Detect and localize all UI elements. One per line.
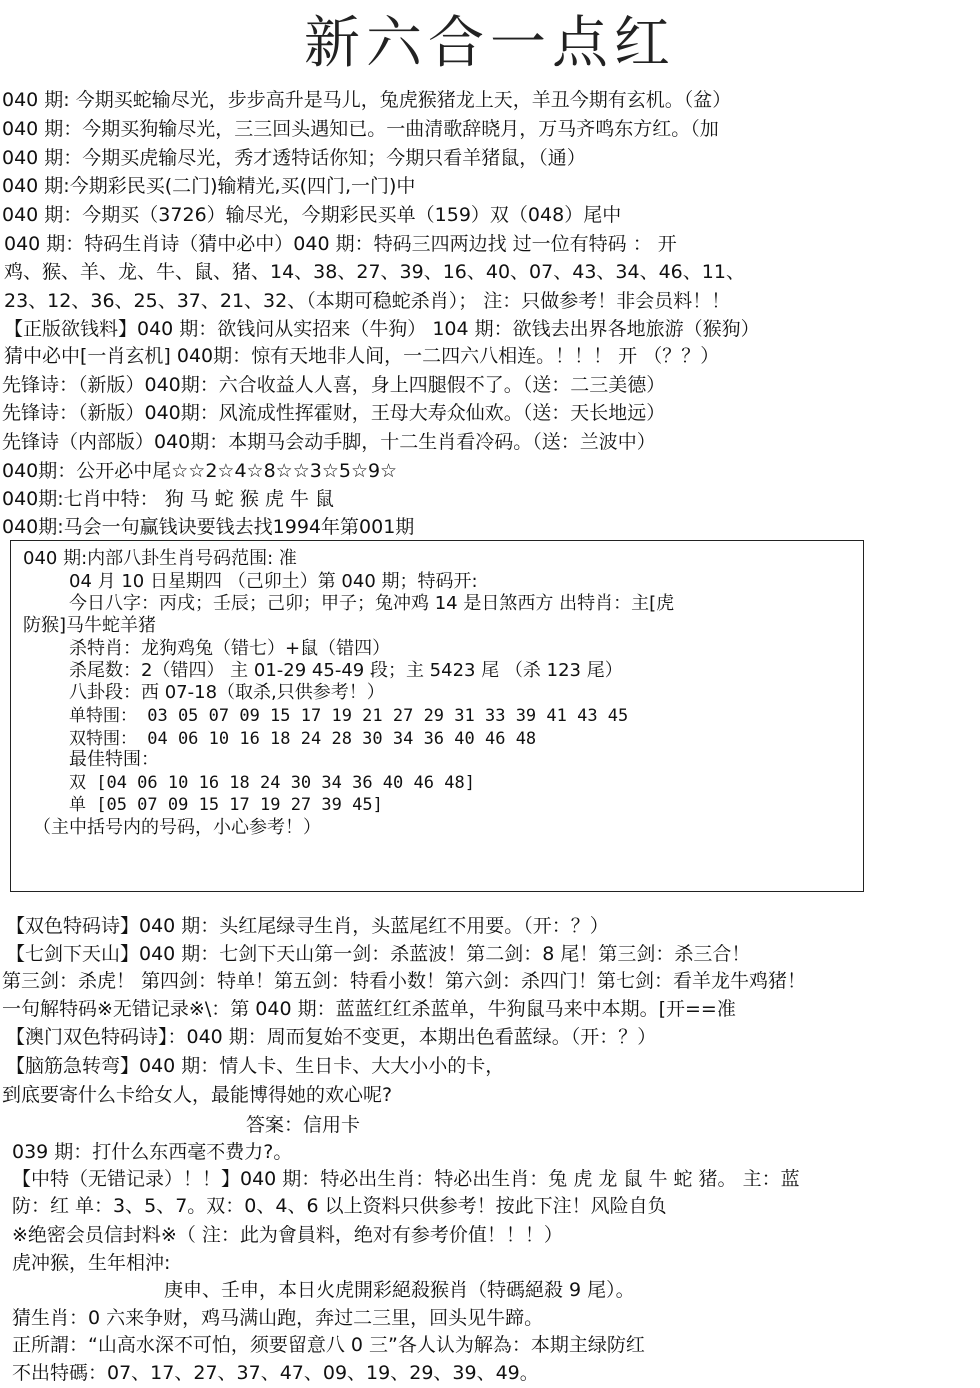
box-note: （主中括号内的号码，小心参考！） xyxy=(33,817,321,838)
box-line: 今日八字：丙戌；壬辰；己卯；甲子；兔冲鸡 14 是日煞西方 出特肖：主[虎 xyxy=(69,593,675,614)
best-single-line: 单 [05 07 09 15 17 19 27 39 45] xyxy=(69,795,383,815)
text-line: 鸡、猴、羊、龙、牛、鼠、猪、14、38、27、39、16、40、07、43、34、46、11、 xyxy=(4,261,745,283)
text-line: ※绝密会员信封料※（ 注：此为會員料，绝对有参考价值！！！） xyxy=(12,1224,563,1246)
answer-line: 答案：信用卡 xyxy=(246,1114,361,1136)
text-line: 23、12、36、25、37、21、32、（本期可稳蛇杀肖）； 注：只做参考！非会员料！！ xyxy=(4,290,731,312)
text-line: 040 期：今期买（3726）输尽光，今期彩民买单（159）双（048）尾中 xyxy=(2,204,622,226)
box-line: 防猴]马牛蛇羊猪 xyxy=(23,615,157,636)
box-line: 04 月 10 日星期四 （己卯土）第 040 期；特码开: xyxy=(69,571,478,592)
single-numbers-line: 单特围： 03 05 07 09 15 17 19 21 27 29 31 33 39 41 43 45 xyxy=(69,706,629,726)
text-line: 039 期：打什么东西毫不费力?。 xyxy=(12,1141,293,1163)
text-line: 猜生肖：0 六来争财，鸡马满山跑，奔过二三里，回头见牛蹄。 xyxy=(12,1307,544,1329)
text-line: 040期:七肖中特： 狗 马 蛇 猴 虎 牛 鼠 xyxy=(2,488,334,510)
box-line: 八卦段：西 07-18（取杀,只供参考！） xyxy=(69,682,385,703)
text-line: 【双色特码诗】040 期：头红尾绿寻生肖，头蓝尾红不用要。（开：？） xyxy=(6,915,609,937)
best-double-line: 双 [04 06 10 16 18 24 30 34 36 40 46 48] xyxy=(69,773,475,793)
text-line: 先锋诗（内部版）040期：本期马会动手脚，十二生肖看冷码。（送：兰波中） xyxy=(2,431,656,453)
double-numbers-line: 双特围： 04 06 10 16 18 24 28 30 34 36 40 46 48 xyxy=(69,729,537,749)
text-line: 到底要寄什么卡给女人，最能博得她的欢心呢? xyxy=(2,1084,393,1106)
text-line: 先锋诗：（新版）040期：风流成性挥霍财，王母大寿众仙欢。（送：天长地远） xyxy=(2,402,666,424)
text-line: 040期：公开必中尾☆☆2☆4☆8☆☆3☆5☆9☆ xyxy=(2,460,398,482)
text-line: 【七剑下天山】040 期：七剑下天山第一剑：杀蓝波！第二剑：8 尾！第三剑：杀三合！ xyxy=(6,943,751,965)
text-line: 【中特（无错记录）！！】040 期：特必出生肖：特必出生肖：兔 虎 龙 鼠 牛 蛇 猪。 主：蓝 xyxy=(12,1168,800,1190)
text-line: 【正版欲钱料】040 期：欲钱问从实招来（牛狗） 104 期：欲钱去出界各地旅游（猴狗） xyxy=(4,318,760,340)
text-line: 040 期：特码生肖诗（猜中必中）040 期：特码三四两边找 过一位有特码 ： 开 xyxy=(4,233,677,255)
bagua-info-box xyxy=(10,540,864,892)
text-line: 040 期:今期彩民买(二门)输精光,买(四门,一门)中 xyxy=(2,175,416,197)
text-line: 防：红 单：3、5、7。双：0、4、6 以上资料只供参考！按此下注！风险自负 xyxy=(12,1195,667,1217)
box-line: 040 期:内部八卦生肖号码范围: 准 xyxy=(23,548,297,569)
box-line: 最佳特围： xyxy=(69,749,159,770)
text-line: 不出特碼：07、17、27、37、47、09、19、29、39、49。 xyxy=(12,1362,539,1384)
text-line: 猜中必中[一肖玄机] 040期：惊有天地非人间，一二四六八相连。！！！ 开 （？？） xyxy=(4,345,720,367)
text-line: 040 期: 今期买蛇输尽光，步步高升是马儿，兔虎猴猪龙上天，羊丑今期有玄机。（盆） xyxy=(2,89,732,111)
text-line: 先锋诗：（新版）040期：六合收益人人喜，身上四腿假不了。（送：二三美德） xyxy=(2,374,666,396)
text-line: 虎冲猴，生年相沖: xyxy=(12,1252,171,1274)
text-line: 040 期：今期买虎输尽光，秀才透特话你知；今期只看羊猪鼠，（通） xyxy=(2,147,586,169)
text-line: 第三剑：杀虎！ 第四剑：特单！第五剑：特看小数！第六剑：杀四门！第七剑：看羊龙牛鸡猪！ xyxy=(2,970,807,992)
text-line: 040 期：今期买狗输尽光，三三回头遇知已。一曲清歌辞晓月，万马齐鸣东方红。（加 xyxy=(2,118,719,140)
text-line: 一句解特码※无错记录※\：第 040 期：蓝蓝红红杀蓝单，牛狗鼠马来中本期。[开==准 xyxy=(2,998,736,1020)
box-line: 杀尾数：2（错四） 主 01-29 45-49 段；主 5423 尾 （杀 123 尾） xyxy=(69,660,623,681)
text-line: 【澳门双色特码诗】：040 期：周而复始不变更，本期出色看蓝绿。（开：？） xyxy=(6,1026,657,1048)
text-line: 040期:马会一句赢钱诀要钱去找1994年第001期 xyxy=(2,516,415,538)
text-line: 【脑筋急转弯】040 期：情人卡、生日卡、大大小小的卡， xyxy=(6,1055,505,1077)
text-line: 正所謂：“山高水深不可怕，须要留意八 0 三”各人认为解為：本期主绿防红 xyxy=(12,1334,645,1356)
box-line: 杀特肖：龙狗鸡兔（错七）+鼠（错四） xyxy=(69,638,391,659)
text-line: 庚申、壬申，本日火虎開彩絕殺猴肖（特碼絕殺 9 尾）。 xyxy=(164,1279,635,1301)
page-title: 新六合一点红 xyxy=(304,11,676,76)
